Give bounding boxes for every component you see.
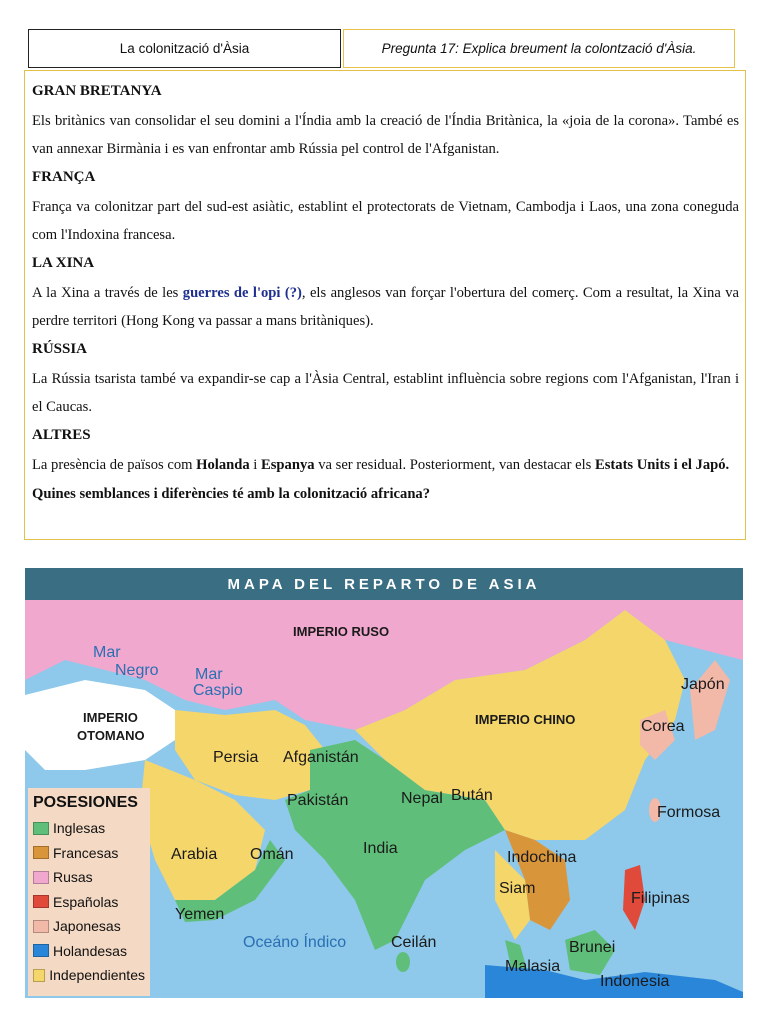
content-box [24,70,746,540]
section-text-franca: França va colonitzar part del sud-est asiàtic, establint el protectorats de Vietnam, Cambodja i Laos, una zona coneguda com l'Indoxina francesa. [32,199,739,243]
legend-label: Inglesas [53,820,106,837]
legend-title: POSESIONES [33,794,138,811]
legend-items [33,816,145,988]
legend-item [33,890,145,915]
label-imperio-otomano-1: IMPERIO [83,710,138,725]
label-japon: Japón [681,676,725,693]
question-title: Pregunta 17: Explica breument la colontzació d'Àsia. [381,41,697,56]
topic-title: La colonització d'Àsia [119,41,250,56]
section-title-altres: ALTRES [32,427,91,443]
label-corea: Corea [641,718,685,735]
section-title-russia: RÚSSIA [32,341,88,357]
map-legend [28,788,150,996]
label-filipinas: Filipinas [631,890,690,907]
discussion-question: Quines semblances i diferències té amb la colonització africana? [32,486,431,502]
bold-estats-units-japo: Estats Units i el Japó. [595,457,730,473]
legend-swatch [33,895,49,908]
asia-map [25,568,743,998]
label-indochina: Indochina [507,849,577,866]
label-afganistan: Afganistán [283,749,359,766]
label-formosa: Formosa [657,804,721,821]
label-imperio-ruso: IMPERIO RUSO [293,624,390,639]
question-title-box [343,29,735,68]
legend-swatch [33,822,49,835]
legend-label: Holandesas [53,942,127,959]
label-yemen: Yemen [175,906,225,923]
map-title-bar [25,568,743,600]
label-mar-negro-2: Negro [115,662,159,679]
region-ceilan [396,952,410,972]
label-butan: Bután [451,787,493,804]
bold-holanda: Holanda [196,457,250,473]
legend-item [33,816,145,841]
label-malasia: Malasia [505,958,561,975]
label-ceilan: Ceilán [391,934,437,951]
legend-item [33,841,145,866]
section-text-xina [32,279,739,335]
label-persia: Persia [213,749,259,766]
bold-espanya: Espanya [261,457,315,473]
section-text-russia: La Rússia tsarista també va expandir-se cap a l'Àsia Central, establint influència sobre regions com l'Afganistan, l'Iran i el Caucas. [32,371,739,415]
label-mar-caspio-1: Mar [195,666,223,683]
section-text-gran-bretanya: Els britànics van consolidar el seu domini a l'Índia amb la creació de l'Índia Britànica, la «joia de la corona». També es van annexar Birmània i es van enfrontar amb Rússia pel control de l'Afganistan. [32,113,739,157]
legend-item [33,914,145,939]
label-indonesia: Indonesia [600,973,670,990]
label-oman: Omán [250,846,294,863]
text-fragment: va ser residual. Posteriorment, van destacar els [314,457,595,473]
section-title-gran-bretanya: GRAN BRETANYA [32,83,162,99]
label-pakistan: Pakistán [287,792,349,809]
topic-title-box [28,29,341,68]
label-arabia: Arabia [171,846,218,863]
text-fragment: , els anglesos van forçar l'obertura del comerç. Com a resultat, la Xina va perdre territori (Hong Kong va passar a mans britàniques). [32,285,740,329]
label-siam: Siam [499,880,536,897]
text-fragment: A la Xina a través de les [32,285,183,301]
legend-label: Japonesas [53,918,121,935]
label-oceano-indico: Oceáno Índico [243,934,347,951]
text-fragment: La presència de països com [32,457,197,473]
label-india: India [363,840,398,857]
legend-label: Rusas [53,869,93,886]
legend-swatch [33,846,49,859]
map-title: MAPA DEL REPARTO DE ASIA [227,575,541,593]
legend-swatch [33,969,45,982]
legend-swatch [33,944,49,957]
label-mar-negro-1: Mar [93,644,121,661]
legend-swatch [33,871,49,884]
legend-item [33,963,145,988]
section-title-xina: LA XINA [32,255,95,271]
label-imperio-chino: IMPERIO CHINO [475,712,576,727]
legend-label: Francesas [53,844,119,861]
label-imperio-otomano-2: OTOMANO [77,728,145,743]
opium-wars-link[interactable]: guerres de l'opi (?) [182,285,302,301]
legend-item [33,939,145,964]
label-mar-caspio-2: Caspio [193,682,243,699]
label-brunei: Brunei [569,939,616,956]
legend-swatch [33,920,49,933]
legend-label: Independientes [49,967,145,984]
label-nepal: Nepal [401,790,443,807]
legend-item [33,865,145,890]
section-title-franca: FRANÇA [32,169,96,185]
text-fragment: i [249,457,262,473]
section-text-altres [32,451,739,479]
legend-label: Españolas [53,893,119,910]
